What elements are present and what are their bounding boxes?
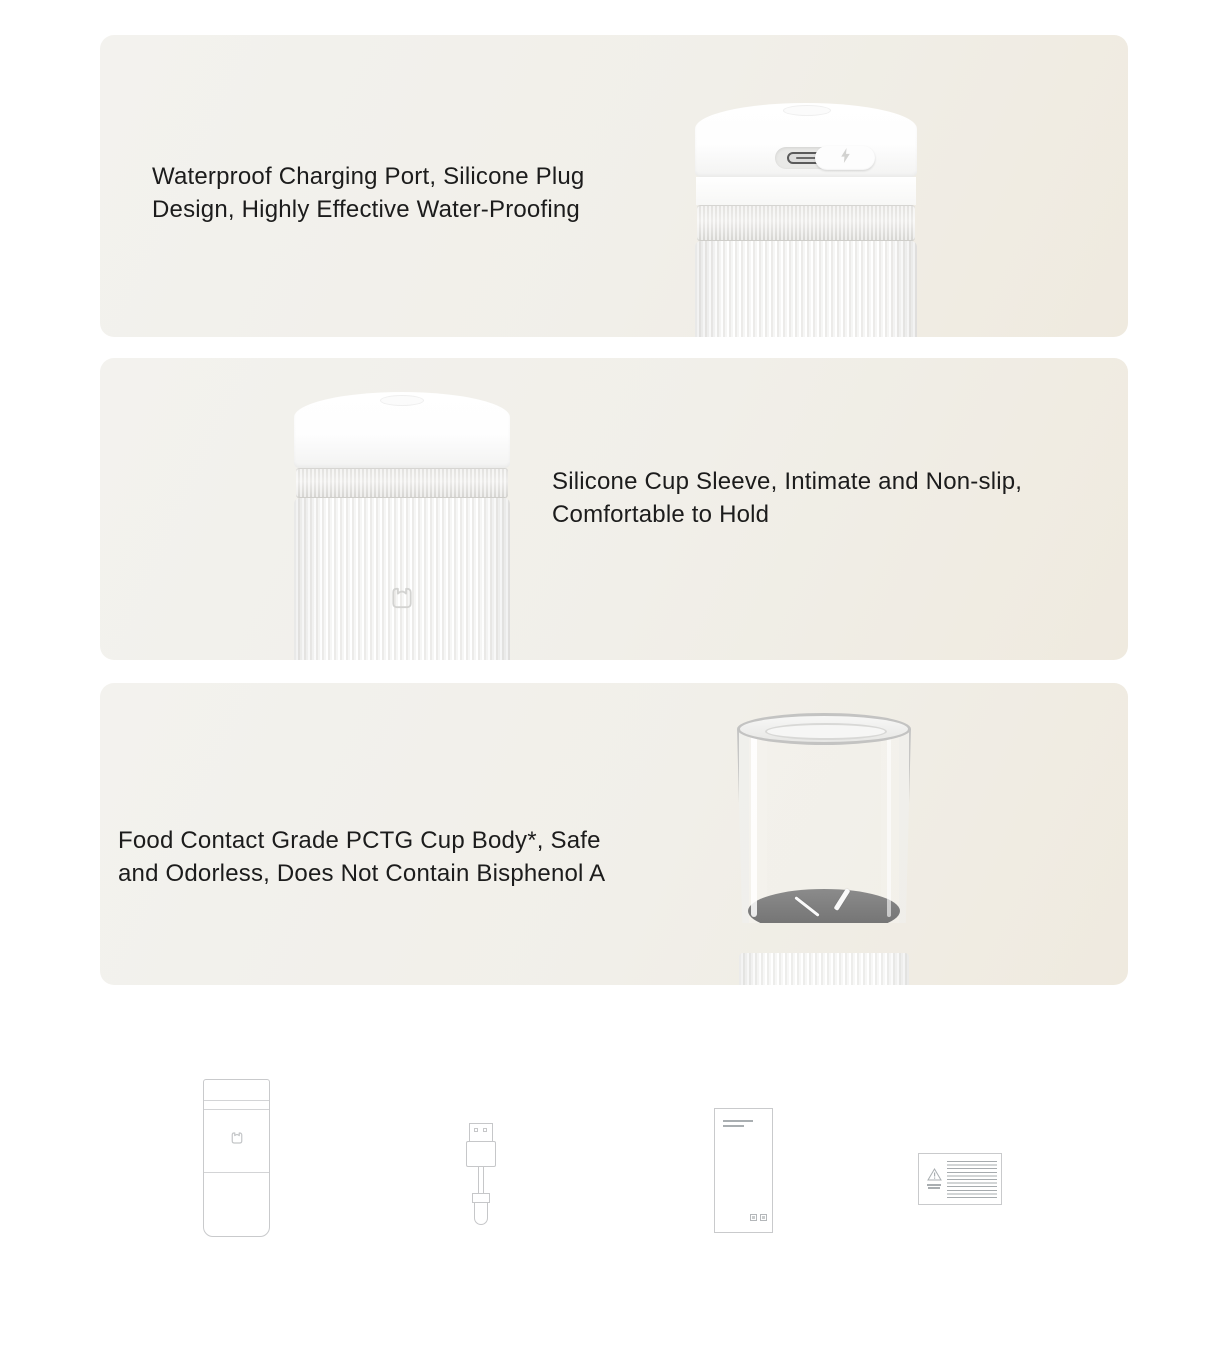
package-item-juicer-cup-outline [203,1079,270,1237]
cup-top-photo [695,103,917,337]
glass-cup-body [737,729,911,923]
blade-icon [834,888,851,911]
feature-text-waterproof [152,160,584,226]
cup-lid-line [204,1100,269,1101]
cup-ribbed-body [695,241,917,337]
package-item-caution-card-outline [918,1153,1002,1205]
feature-line: Silicone Cup Sleeve, Intimate and Non-slip, [552,468,1023,495]
cup-strainer-ring [697,205,915,241]
lightning-icon [840,148,851,168]
cup-ribbed-body [294,498,510,660]
panel-waterproof-charging-port [100,35,1128,337]
cup-lid [695,103,917,177]
package-item-user-manual-outline [714,1108,773,1233]
usb-c-connector [474,1202,488,1225]
usb-a-connector [469,1123,493,1142]
silicone-plug [815,146,875,170]
glass-cup-rim [737,713,911,745]
feature-line: Design, Highly Effective Water-Proofing [152,196,580,223]
lid-emblem [380,395,424,406]
warning-caption-illegible [927,1184,941,1186]
cup-seam-line [204,1172,269,1173]
warning-caption-illegible [928,1187,940,1189]
feature-line: Comfortable to Hold [552,501,770,528]
cup-band [696,177,916,205]
glass-highlight [751,735,757,917]
cup-full-photo [294,392,510,660]
glass-cup-opening [765,723,887,740]
cup-ring-line [204,1109,269,1110]
brand-logo-mark [760,1214,767,1221]
feature-line: and Odorless, Does Not Contain Bisphenol A [118,860,606,887]
feature-text-sleeve [552,465,1022,531]
transparent-cup-photo [737,713,911,985]
cup-lid [294,392,510,468]
ribbed-base [739,953,909,985]
feature-text-pctg [118,824,605,890]
panel-pctg-cup-body [100,683,1128,985]
manual-subtitle-text-illegible [723,1125,744,1127]
blade-icon [794,896,819,917]
cable-wire [478,1167,484,1194]
mijia-logo [391,585,413,611]
glass-highlight [887,735,891,917]
manual-title-text-illegible [723,1120,753,1122]
cup-strainer-ring [296,468,508,498]
panel-silicone-sleeve [100,358,1128,660]
usb-a-pin [474,1128,478,1132]
brand-logo-mark [750,1214,757,1221]
usb-a-housing [466,1141,496,1167]
feature-line: Waterproof Charging Port, Silicone Plug [152,163,585,190]
lid-emblem [783,105,831,116]
usb-a-pin [483,1128,487,1132]
blade-base-seen-through-glass [748,889,900,923]
mijia-logo [231,1131,243,1150]
feature-line: Food Contact Grade PCTG Cup Body*, Safe [118,827,601,854]
package-item-usb-cable-outline [460,1123,502,1225]
caution-text-illegible [947,1161,997,1200]
